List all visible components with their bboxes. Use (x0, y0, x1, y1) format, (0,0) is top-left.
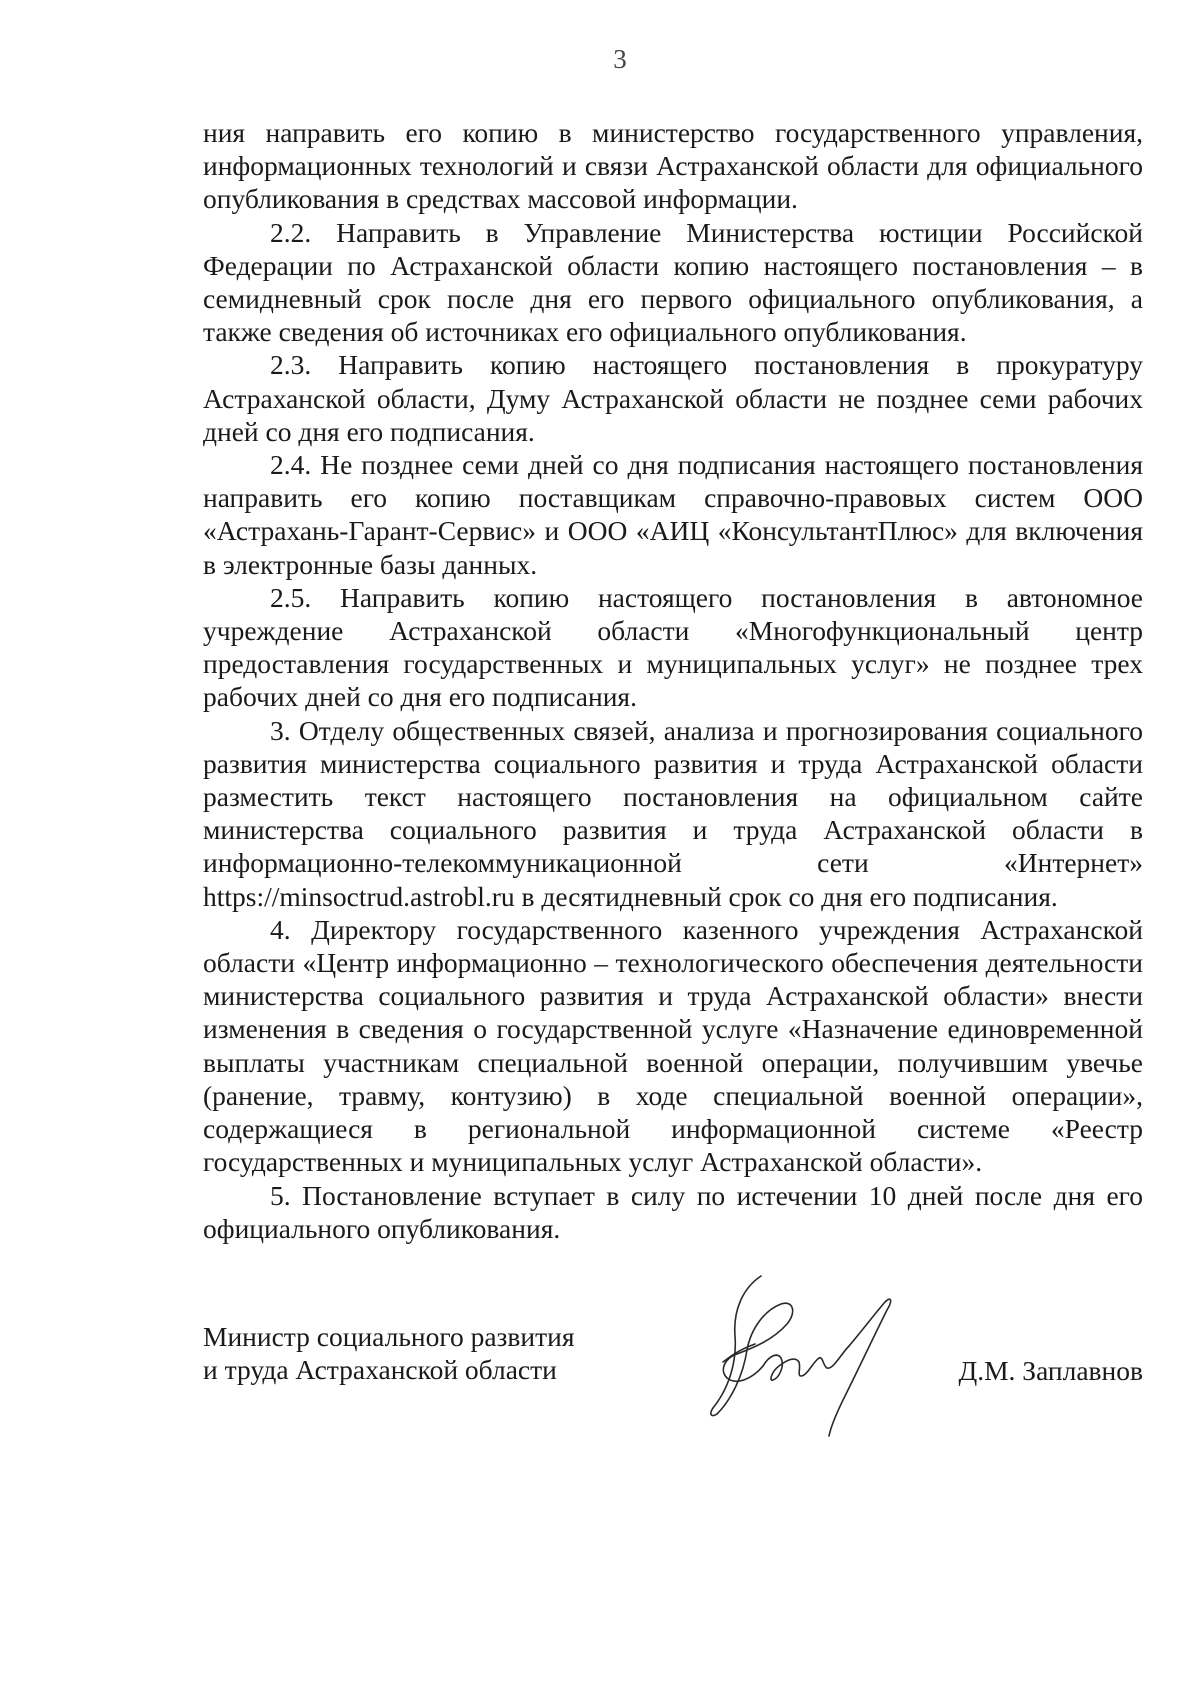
paragraph-2-2: 2.2. Направить в Управление Министерства юстиции Российской Федерации по Астраханской области копию настоящего постановления – в семидневный срок после дня его первого официального опубликования, а также сведения об источниках его официального опубликования. (203, 216, 1143, 348)
page-number: 3 (613, 44, 627, 74)
handwritten-signature-icon (673, 1258, 913, 1448)
signature-block (203, 1320, 1143, 1480)
signatory-name: Д.М. Заплавнов (958, 1355, 1143, 1386)
paragraph-5: 5. Постановление вступает в силу по истечении 10 дней после дня его официального опубликования. (203, 1179, 1143, 1244)
paragraph-3: 3. Отделу общественных связей, анализа и прогнозирования социального развития министерства социального развития и труда Астраханской области разместить текст настоящего постановления на официальном сайте министерства социального развития и труда Астраханской области в информационно-телекоммуникационной сети «Интернет» https://minsoctrud.astrobl.ru в десятидневный срок со дня его подписания. (203, 714, 1143, 912)
signatory-position-line2: и труда Астраханской области (203, 1354, 557, 1385)
document-body (203, 116, 1143, 1245)
paragraph-4: 4. Директору государственного казенного учреждения Астраханской области «Центр информационно – технологического обеспечения деятельности министерства социального развития и труда Астраханской области» внести изменения в сведения о государственной услуге «Назначение единовременной выплаты участникам специальной военной операции, получившим увечье (ранение, травму, контузию) в ходе специальной военной операции», содержащиеся в региональной информационной системе «Реестр государственных и муниципальных услуг Астраханской области». (203, 913, 1143, 1178)
paragraph-2-4: 2.4. Не позднее семи дней со дня подписания настоящего постановления направить его копию поставщикам справочно-правовых систем ООО «Астрахань-Гарант-Сервис» и ООО «АИЦ «КонсультантПлюс» для включения в электронные базы данных. (203, 449, 1143, 580)
paragraph-2-5: 2.5. Направить копию настоящего постановления в автономное учреждение Астраханской области «Многофункциональный центр предоставления государственных и муниципальных услуг» не позднее трех рабочих дней со дня его подписания. (203, 581, 1143, 713)
paragraph-continuation: ния направить его копию в министерство государственного управления, информационных технологий и связи Астраханской области для официального опубликования в средствах массовой информации. (203, 117, 1143, 215)
signatory-position-line1: Министр социального развития (203, 1321, 575, 1352)
paragraph-2-3: 2.3. Направить копию настоящего постановления в прокуратуру Астраханской области, Думу Астраханской области не позднее семи рабочих дней со дня его подписания. (203, 349, 1143, 447)
signatory-position (203, 1320, 623, 1386)
